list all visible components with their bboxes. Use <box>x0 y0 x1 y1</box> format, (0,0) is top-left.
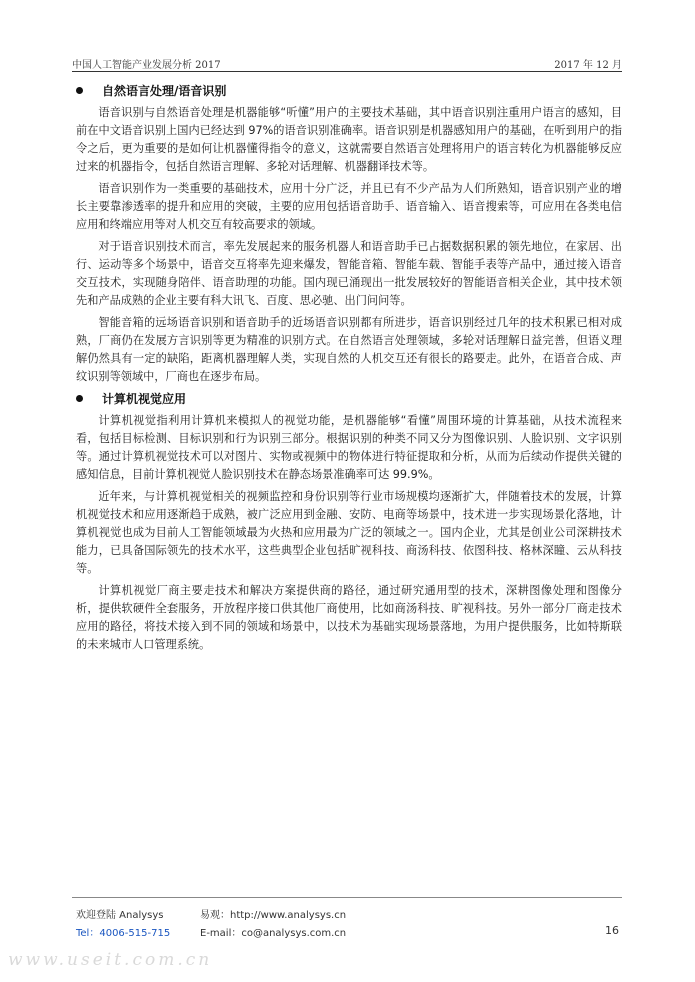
bullet-icon <box>76 87 83 94</box>
report-title: 中国人工智能产业发展分析 2017 <box>72 60 221 71</box>
main-content <box>76 78 622 658</box>
paragraph: 计算机视觉指利用计算机来模拟人的视觉功能，是机器能够“看懂”周围环境的计算基础，从技术流程来看，包括目标检测、目标识别和行为识别三部分。根据识别的种类不同又分为图像识别、人脸识别、文字识别等。通过计算机视觉技术可以对图片、实物或视频中的物体进行特征提取和分析，从而为后续动作提供关键的感知信息，目前计算机视觉人脸识别技术在静态场景准确率可达 99.9%。 <box>76 414 622 481</box>
section-heading-nlp <box>76 82 622 100</box>
paragraph: 语音识别作为一类重要的基础技术，应用十分广泛，并且已有不少产品为人们所熟知，语音识别产业的增长主要靠渗透率的提升和应用的突破，主要的应用包括语音助手、语音输入、语音搜索等，可应用在各类电信应用和终端应用等对人机交互有较高要求的领域。 <box>76 182 622 231</box>
paragraph: 计算机视觉厂商主要走技术和解决方案提供商的路径，通过研究通用型的技术，深耕图像处理和图像分析，提供软硬件全套服务，开放程序接口供其他厂商使用，比如商汤科技、旷视科技。另外一部分厂商走技术应用的路径，将技术接入到不同的领域和场景中，以技术为基础实现场景落地，为用户提供服务，比如特斯联的未来城市人口管理系统。 <box>76 584 622 651</box>
paragraph: 对于语音识别技术而言，率先发展起来的服务机器人和语音助手已占据数据积累的领先地位，在家居、出行、运动等多个场景中，语音交互将率先迎来爆发，智能音箱、智能车载、智能手表等产品中，通过接入语音交互技术，实现随身陪伴、语音助理的功能。国内现已涌现出一批发展较好的智能语音相关企业，其中技术领先和产品成熟的企业主要有科大讯飞、百度、思必驰、出门问问等。 <box>76 240 622 307</box>
page-header <box>72 52 622 70</box>
header-divider <box>72 71 622 72</box>
footer-divider <box>72 897 622 898</box>
report-date: 2017 年 12 月 <box>554 60 622 71</box>
footer-email-link[interactable]: E-mail：co@analysys.com.cn <box>200 928 347 939</box>
paragraph: 智能音箱的远场语音识别和语音助手的近场语音识别都有所进步，语音识别经过几年的技术积累已相对成熟，厂商仍在发展方言识别等更为精准的识别方式。在自然语言处理领域，多轮对话理解日益完善，但语义理解仍然具有一定的缺陷，距离机器理解人类，实现自然的人机交互还有很长的路要走。此外，在语音合成、声纹识别等领域中，厂商也在逐步布局。 <box>76 316 622 383</box>
section-heading-text: 计算机视觉应用 <box>102 392 187 406</box>
section-heading-text: 自然语言处理/语音识别 <box>102 84 227 98</box>
paragraph: 语音识别与自然语音处理是机器能够“听懂”用户的主要技术基础，其中语音识别注重用户语言的感知，目前在中文语音识别上国内已经达到 97%的语音识别准确率。语音识别是机器感知用户的基础，在听到用户的指令之后，更为重要的是如何让机器懂得指令的意义，这就需要自然语言处理将用户的语言转化为机器能够反应过来的机器指令，包括自然语言理解、多轮对话理解、机器翻译技术等。 <box>76 106 622 173</box>
watermark: www.useit.com.cn <box>8 950 213 970</box>
paragraph: 近年来，与计算机视觉相关的视频监控和身份识别等行业市场规模均逐渐扩大，伴随着技术的发展，计算机视觉技术和应用逐渐趋于成熟，被广泛应用到金融、安防、电商等场景中，技术进一步实现场景化落地，计算机视觉也成为目前人工智能领域最为火热和应用最为广泛的领域之一。国内企业，尤其是创业公司深耕技术能力，已具备国际领先的技术水平，这些典型企业包括旷视科技、商汤科技、依图科技、格林深瞳、云从科技等。 <box>76 490 622 575</box>
page-footer <box>76 906 619 942</box>
bullet-icon <box>76 395 83 402</box>
footer-tel: Tel：4006-515-715 <box>76 928 171 939</box>
section-heading-cv <box>76 390 622 408</box>
footer-welcome: 欢迎登陆 Analysys <box>76 910 164 921</box>
page-number: 16 <box>605 924 619 937</box>
footer-website-link[interactable]: 易观：http://www.analysys.cn <box>200 910 347 921</box>
